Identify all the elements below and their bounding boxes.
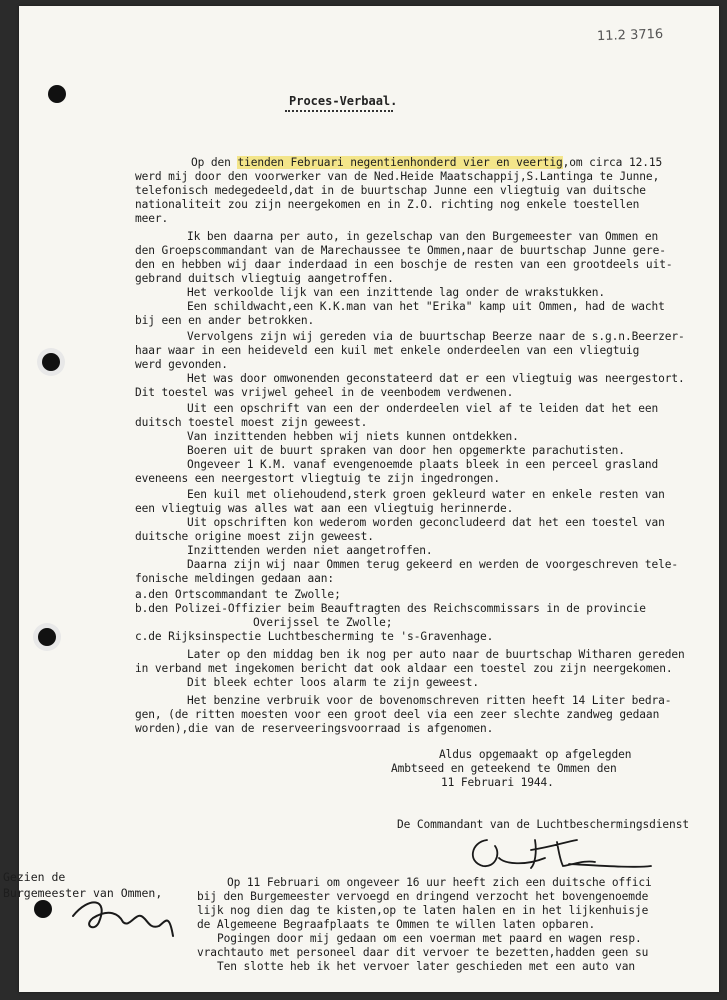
document-title: Proces-Verbaal. bbox=[289, 94, 398, 108]
text-line: Overijssel te Zwolle; bbox=[253, 616, 393, 629]
burgemeester-signature bbox=[69, 886, 179, 946]
closing-line: Aldus opgemaakt op afgelegden bbox=[439, 748, 632, 761]
text-line: duitsche origine moest zijn geweest. bbox=[135, 530, 374, 543]
text-line: Een schildwacht,een K.K.man van het "Erika" kamp uit Ommen, had de wacht bbox=[187, 300, 665, 313]
sidebar-line: Burgemeester van Ommen, bbox=[3, 886, 163, 900]
text-line: Het verkoolde lijk van een inzittende lag onder de wrakstukken. bbox=[187, 286, 606, 299]
text-line: bij een en ander betrokken. bbox=[135, 314, 315, 327]
punch-hole bbox=[42, 353, 60, 371]
punch-hole bbox=[34, 900, 52, 918]
text-line: Inzittenden werden niet aangetroffen. bbox=[187, 544, 433, 557]
text-line: den Groepscommandant van de Marechaussee te Ommen,naar de buurtschap Junne gere- bbox=[135, 244, 666, 257]
text-line: Ik ben daarna per auto, in gezelschap van den Burgemeester van Ommen en bbox=[187, 230, 659, 243]
addendum-line: de Algemeene Begraafplaats te Ommen te willen laten opbaren. bbox=[197, 918, 596, 931]
addendum-line: bij den Burgemeester vervoegd en dringend verzocht het bovengenoemde bbox=[197, 890, 649, 903]
text-line: haar waar in een heideveld een kuil met enkele onderdeelen van een vliegtuig bbox=[135, 344, 640, 357]
text-line: een vliegtuig was alles wat aan een vliegtuig herinnerde. bbox=[135, 502, 514, 515]
closing-line: Ambtseed en geteekend te Ommen den bbox=[391, 762, 617, 775]
text-line: nationaliteit zou zijn neergekomen en in Z.O. richting nog enkele toestellen bbox=[135, 198, 640, 211]
addendum-line: vrachtauto met personeel daar dit vervoer te bezetten,hadden geen su bbox=[197, 946, 649, 959]
addendum-line: Pogingen door mij gedaan om een voerman met paard en wagen resp. bbox=[217, 932, 642, 945]
text-line: Uit opschriften kon wederom worden geconcludeerd dat het een toestel van bbox=[187, 516, 665, 529]
signatory-title: De Commandant van de Luchtbeschermingsdienst bbox=[397, 818, 689, 831]
text-line: werd mij door den voorwerker van de Ned.Heide Maatschappij,S.Lantinga te Junne, bbox=[135, 170, 660, 183]
text-line: werd gevonden. bbox=[135, 358, 228, 371]
text-line: Het benzine verbruik voor de bovenomschreven ritten heeft 14 Liter bedra- bbox=[187, 694, 672, 707]
commandant-signature bbox=[465, 828, 655, 878]
punch-hole bbox=[38, 628, 56, 646]
closing-line: 11 Februari 1944. bbox=[441, 776, 554, 789]
text-line: meer. bbox=[135, 212, 169, 225]
text-line: Van inzittenden hebben wij niets kunnen ontdekken. bbox=[187, 430, 519, 443]
text-line: Op den tienden Februari negentienhonderd vier en veertig,om circa 12.15 bbox=[191, 156, 663, 169]
text-line: Vervolgens zijn wij gereden via de buurtschap Beerze naar de s.g.n.Beerzer- bbox=[187, 330, 685, 343]
text-line: den en hebben wij daar inderdaad in een boschje de resten van een grootdeels uit- bbox=[135, 258, 673, 271]
sidebar-line: Gezien de bbox=[3, 870, 66, 884]
text-line: Dit bleek echter loos alarm te zijn geweest. bbox=[187, 676, 479, 689]
text-line: gebrand duitsch vliegtuig aangetroffen. bbox=[135, 272, 394, 285]
text-line: Later op den middag ben ik nog per auto naar de buurtschap Witharen gereden bbox=[187, 648, 685, 661]
text-line: in verband met ingekomen bericht dat ook aldaar een toestel zou zijn neergekomen. bbox=[135, 662, 673, 675]
punch-hole bbox=[48, 85, 66, 103]
text-line: b.den Polizei-Offizier beim Beauftragten des Reichscommissars in de provincie bbox=[135, 602, 646, 615]
text-line: Dit toestel was vrijwel geheel in de veenbodem verdwenen. bbox=[135, 386, 514, 399]
text-line: Boeren uit de buurt spraken van door hen opgemerkte parachutisten. bbox=[187, 444, 625, 457]
document-page bbox=[3, 6, 719, 992]
text-line: telefonisch medegedeeld,dat in de buurtschap Junne een vliegtuig van duitsche bbox=[135, 184, 646, 197]
text-line: c.de Rijksinspectie Luchtbescherming te 's-Gravenhage. bbox=[135, 630, 494, 643]
addendum-line: Ten slotte heb ik het vervoer later geschieden met een auto van bbox=[217, 960, 636, 973]
highlighted-phrase: tienden Februari negentienhonderd vier en veertig bbox=[237, 156, 563, 169]
addendum-line: lijk nog dien dag te kisten,op te laten halen en in het lijkenhuisje bbox=[197, 904, 649, 917]
text-line: worden),die van de reserveeringsvoorraad is afgenomen. bbox=[135, 722, 494, 735]
text-line: duitsch toestel moest zijn geweest. bbox=[135, 416, 368, 429]
text-line: fonische meldingen gedaan aan: bbox=[135, 572, 335, 585]
text-line: gen, (de ritten moesten voor een groot deel via een zeer slechte zandweg gedaan bbox=[135, 708, 660, 721]
text-line: Ongeveer 1 K.M. vanaf evengenoemde plaats bleek in een perceel grasland bbox=[187, 458, 659, 471]
text-line: Het was door omwonenden geconstateerd dat er een vliegtuig was neergestort. bbox=[187, 372, 685, 385]
title-underline bbox=[285, 110, 393, 112]
reference-number: 11.2 3716 bbox=[596, 26, 664, 45]
text-line: Een kuil met oliehoudend,sterk groen gekleurd water en enkele resten van bbox=[187, 488, 665, 501]
text-line: a.den Ortscommandant te Zwolle; bbox=[135, 588, 341, 601]
text-line: eveneens een neergestort vliegtuig te zijn ingedrongen. bbox=[135, 472, 500, 485]
addendum-line: Op 11 Februari om ongeveer 16 uur heeft zich een duitsche offici bbox=[227, 876, 652, 889]
text-line: Uit een opschrift van een der onderdeelen viel af te leiden dat het een bbox=[187, 402, 659, 415]
text-line: Daarna zijn wij naar Ommen terug gekeerd en werden de voorgeschreven tele- bbox=[187, 558, 679, 571]
